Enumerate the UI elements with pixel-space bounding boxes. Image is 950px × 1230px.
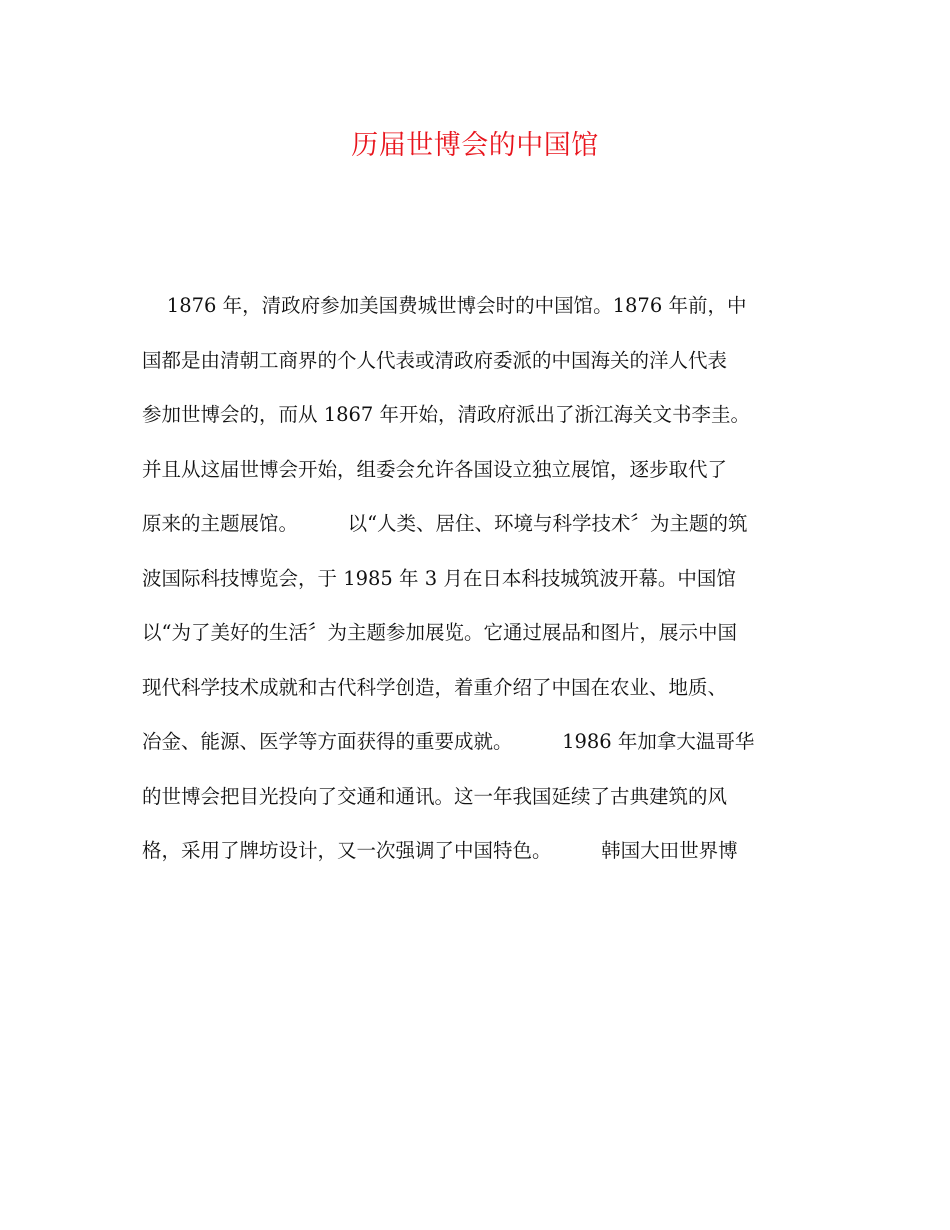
body-line: 并且从这届世博会开始，组委会允许各国设立独立展馆，逐步取代了 [142, 457, 728, 481]
body-line: 国都是由清朝工商界的个人代表或清政府委派的中国海关的洋人代表 [142, 348, 728, 372]
body-line: 的世博会把目光投向了交通和通讯。这一年我国延续了古典建筑的风 [142, 784, 728, 808]
document-body [142, 286, 812, 886]
body-line: 冶金、能源、医学等方面获得的重要成就。 1986 年加拿大温哥华 [142, 730, 755, 753]
body-line: 现代科学技术成就和古代科学创造，着重介绍了中国在农业、地质、 [142, 675, 728, 699]
document-title: 历届世博会的中国馆 [351, 130, 599, 161]
body-line: 以“为了美好的生活〞为主题参加展览。它通过展品和图片，展示中国 [142, 621, 737, 644]
body-line: 格，采用了牌坊设计，又一次强调了中国特色。 韩国大田世界博 [142, 839, 738, 862]
body-line: 1876 年，清政府参加美国费城世博会时的中国馆。1876 年前，中 [142, 294, 747, 317]
body-line: 参加世博会的，而从 1867 年开始，清政府派出了浙江海关文书李圭。 [142, 403, 751, 426]
body-line: 原来的主题展馆。 以“人类、居住、环境与科学技术〞为主题的筑 [142, 512, 748, 535]
body-line: 波国际科技博览会，于 1985 年 3 月在日本科技城筑波开幕。中国馆 [142, 566, 736, 590]
